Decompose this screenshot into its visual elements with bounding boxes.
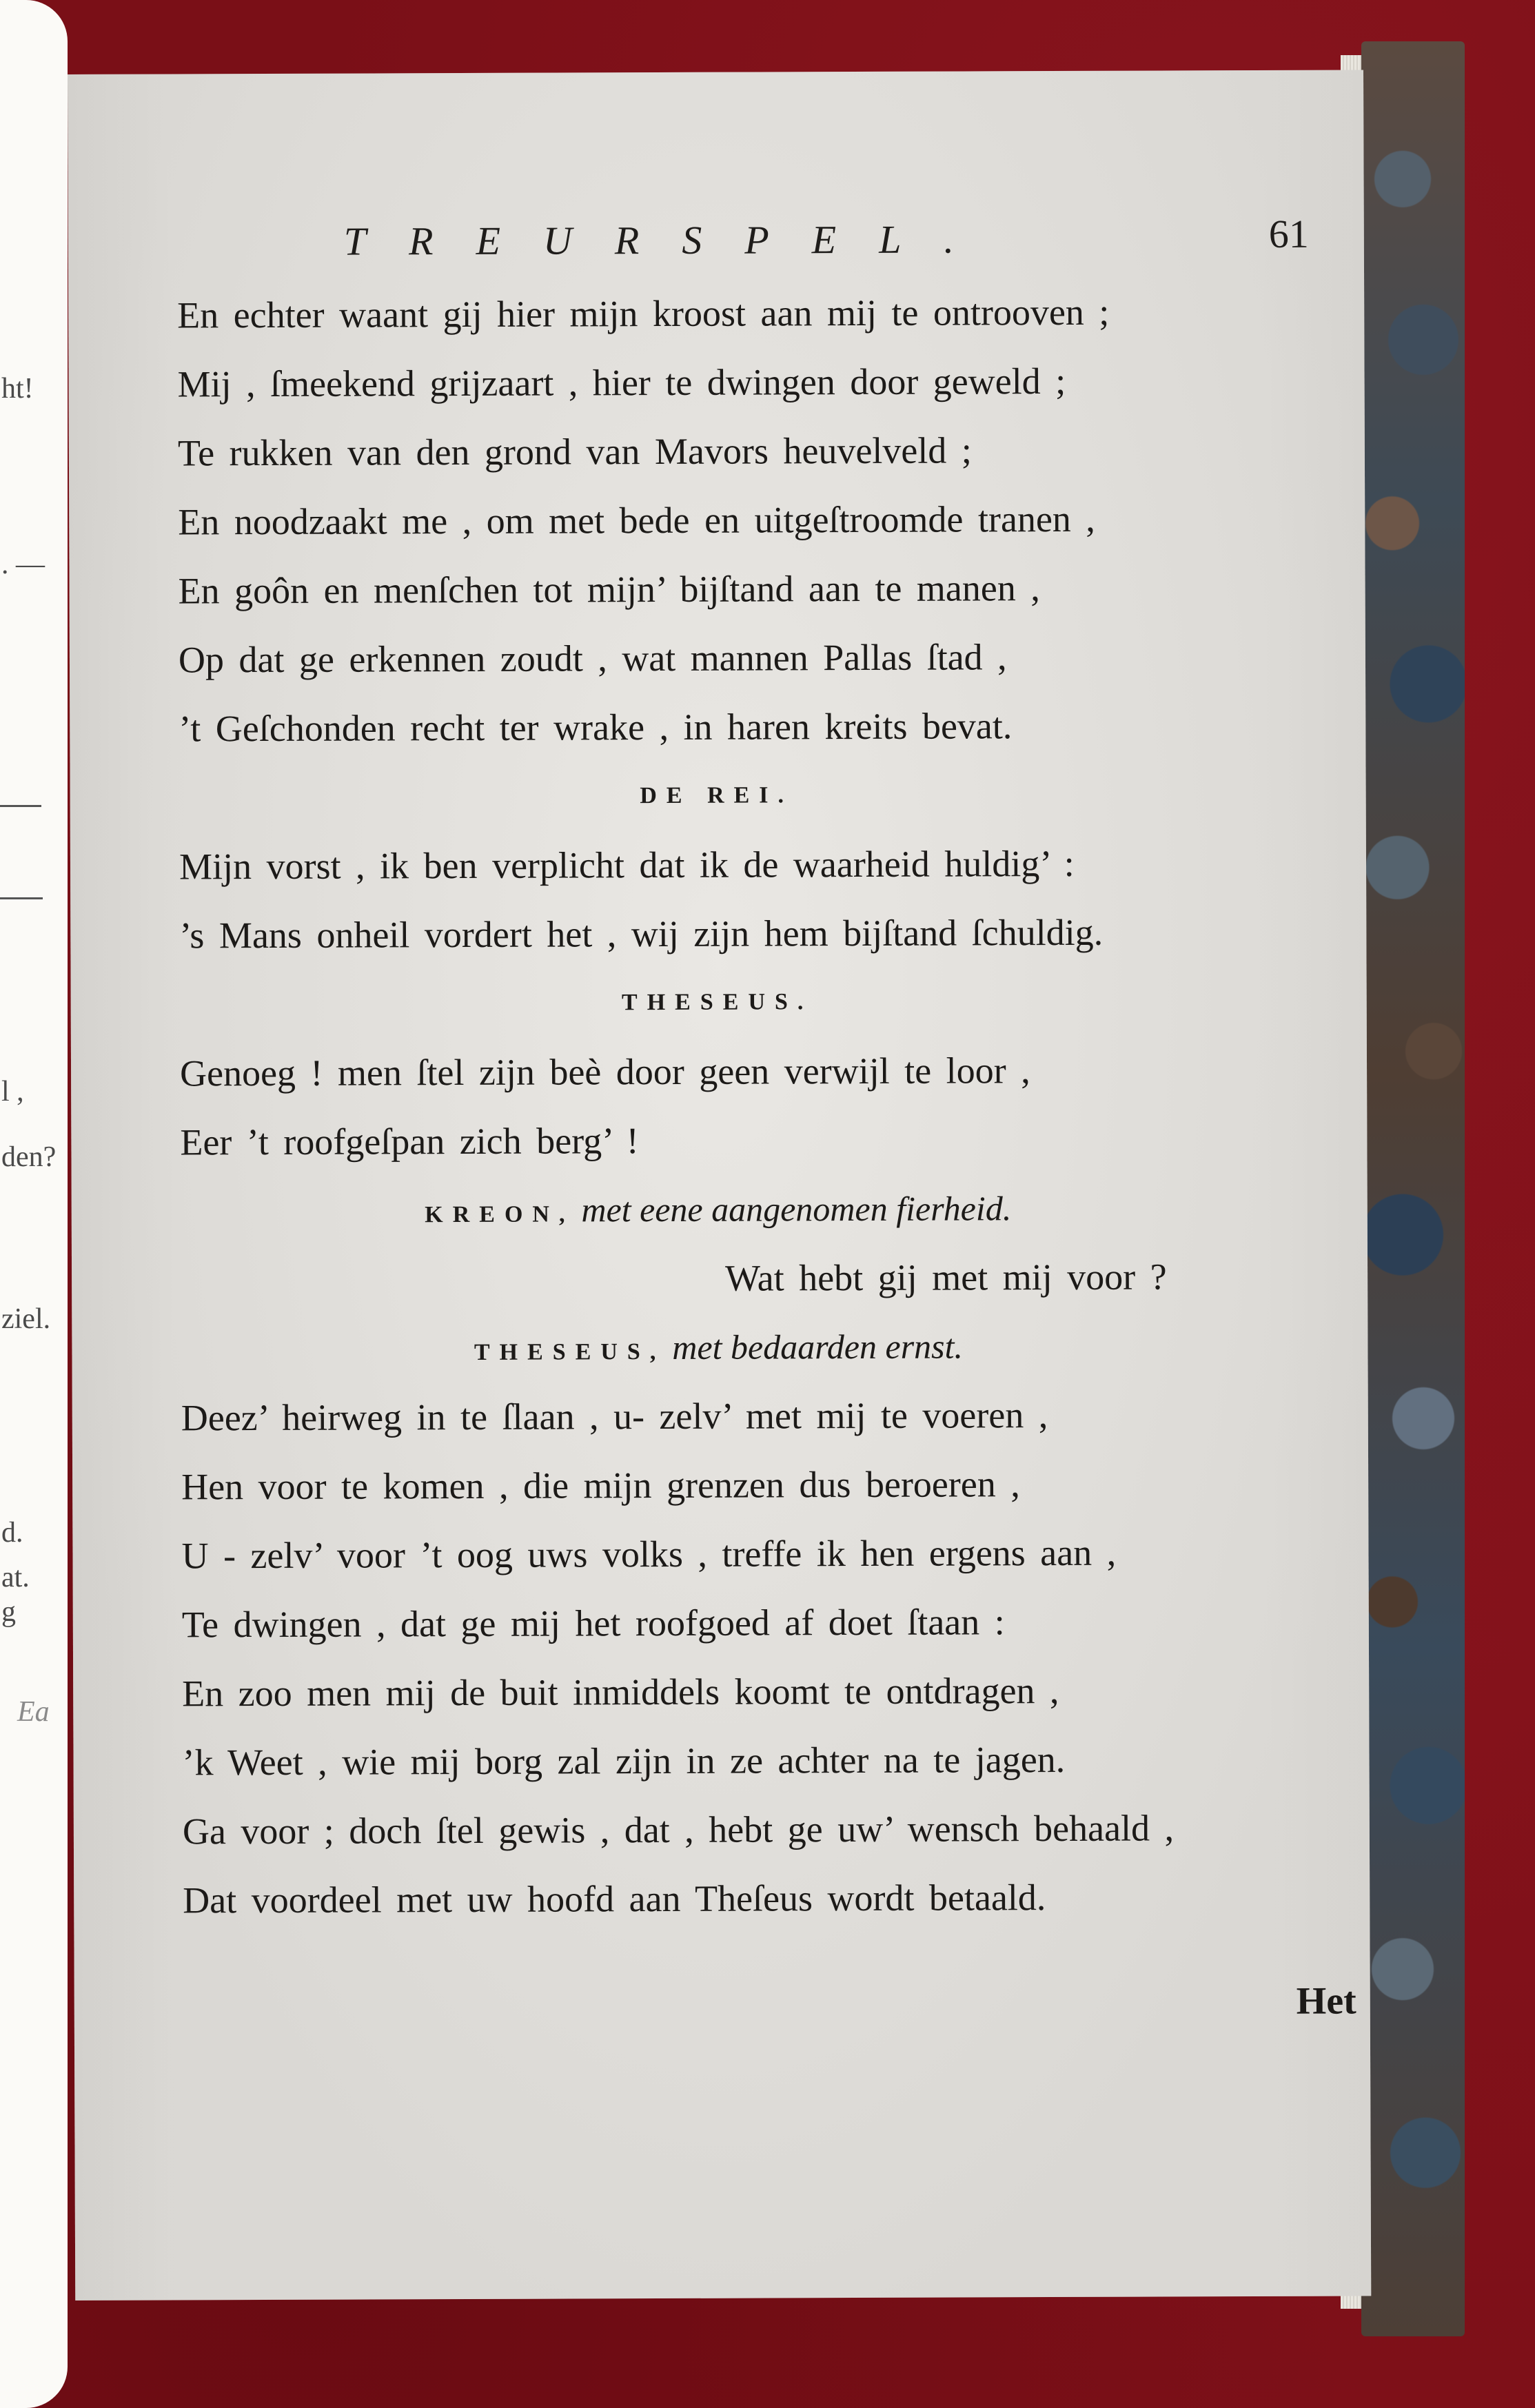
verse-line: Deez’ heirweg in te ſlaan , u- zelv’ met mij te voeren , xyxy=(181,1394,1048,1439)
verse-line: En zoo men mij de buit inmiddels koomt te ontdragen , xyxy=(182,1669,1059,1715)
verse-line: Genoeg ! men ſtel zijn beè door geen verwijl te loor , xyxy=(179,1050,1030,1094)
facing-page-fragment: at. xyxy=(1,1562,30,1593)
catchword: Het xyxy=(1296,1979,1356,2023)
facing-page-fragment: den? xyxy=(1,1141,57,1173)
verse-line: Wat hebt gij met mij voor ? xyxy=(724,1256,1167,1299)
verse-line: Mij , ſmeekend grijzaart , hier te dwingen door geweld ; xyxy=(177,360,1066,405)
facing-page-fragment: ht! xyxy=(1,373,34,405)
verse-line: Te rukken van den grond van Mavors heuvelveld ; xyxy=(177,429,972,474)
speaker-name: THESEUS, xyxy=(474,1338,666,1365)
book-page xyxy=(68,70,1371,2300)
facing-page-fragment: Ea xyxy=(17,1696,50,1728)
stage-direction: met bedaarden ernst. xyxy=(672,1327,964,1367)
facing-page-fragment: ziel. xyxy=(1,1303,51,1335)
verse-line: Eer ’t roofgeſpan zich berg’ ! xyxy=(180,1120,639,1163)
page-number: 61 xyxy=(1268,211,1309,256)
verse-line: En goôn en menſchen tot mijn’ bijſtand aan te manen , xyxy=(178,567,1040,612)
verse-text xyxy=(177,277,1258,1935)
speaker-name: THESEUS. xyxy=(621,989,813,1016)
stage-direction: met eene aangenomen fierheid. xyxy=(581,1189,1012,1229)
facing-page-rule xyxy=(0,805,41,807)
facing-page-fragment: l , xyxy=(1,1076,24,1108)
speaker-heading xyxy=(179,759,1254,832)
verse-line: Mijn vorst , ik ben verplicht dat ik de waarheid huldig’ : xyxy=(179,842,1075,888)
facing-page-edge xyxy=(0,0,68,2408)
verse-line: Op dat ge erkennen zoudt , wat mannen Pallas ſtad , xyxy=(178,636,1007,681)
facing-page-fragment: . — xyxy=(1,549,45,580)
facing-page-fragment: d. xyxy=(1,1517,23,1549)
verse-line: Te dwingen , dat ge mij het roofgoed af doet ſtaan : xyxy=(181,1601,1005,1646)
speaker-heading xyxy=(181,1311,1256,1383)
verse-line: Hen voor te komen , die mijn grenzen dus beroeren , xyxy=(181,1463,1020,1508)
verse-line: En noodzaakt me , om met bede en uitgeſtroomde tranen , xyxy=(178,498,1095,543)
marbled-board-edge xyxy=(1361,41,1465,2336)
verse-line: ’k Weet , wie mij borg zal zijn in ze achter na te jagen. xyxy=(182,1738,1066,1784)
verse-line: ’s Mans onheil vordert het , wij zijn hem bijſtand ſchuldig. xyxy=(179,911,1104,957)
facing-page-rule xyxy=(0,897,43,899)
verse-line: U - zelv’ voor ’t oog uws volks , treffe ik hen ergens aan , xyxy=(181,1531,1117,1577)
facing-page-fragment: g xyxy=(1,1596,16,1628)
running-title: TREURSPEL. xyxy=(343,216,997,264)
running-head xyxy=(343,211,1309,280)
verse-line: Dat voordeel met uw hoofd aan Theſeus wordt betaald. xyxy=(183,1877,1046,1921)
speaker-name: KREON, xyxy=(425,1201,575,1228)
speaker-name: DE REI. xyxy=(640,782,794,809)
verse-line: ’t Geſchonden recht ter wrake , in haren kreits bevat. xyxy=(179,705,1013,750)
verse-line: En echter waant gij hier mijn kroost aan mij te ontrooven ; xyxy=(177,291,1110,336)
speaker-heading xyxy=(181,1173,1256,1245)
speaker-heading xyxy=(180,966,1255,1039)
verse-line: Ga voor ; doch ſtel gewis , dat , hebt ge uw’ wensch behaald , xyxy=(182,1807,1175,1853)
